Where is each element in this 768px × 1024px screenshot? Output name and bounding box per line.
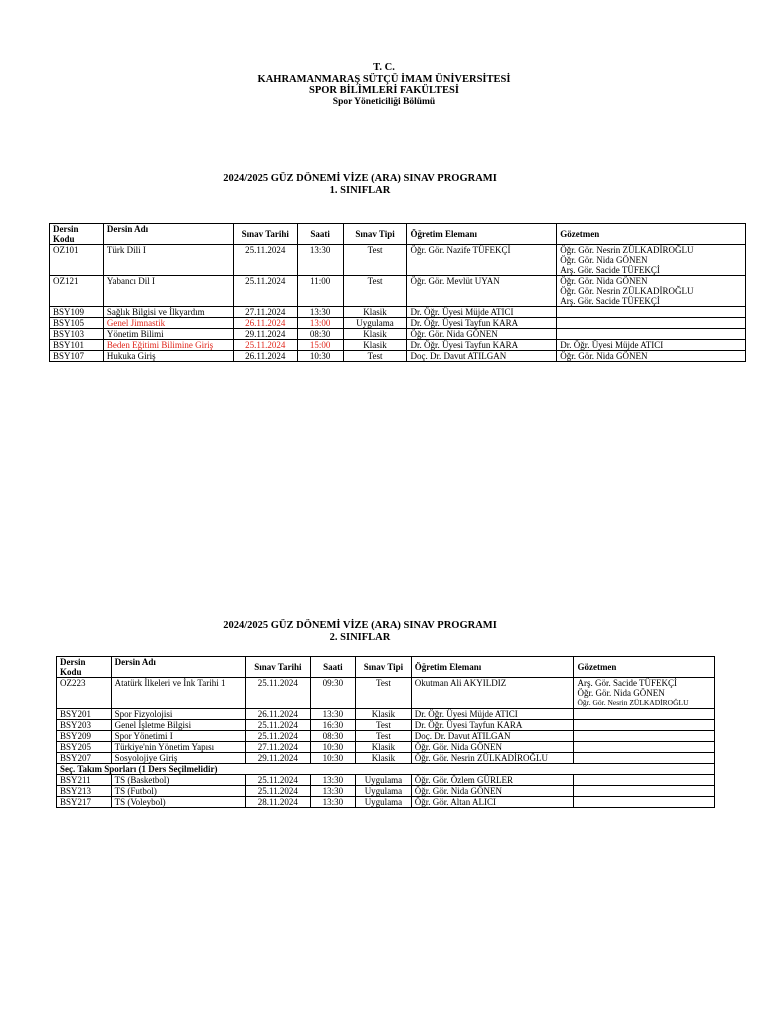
table-row: [50, 329, 746, 340]
cell-adi: Sosyolojiye Giriş: [111, 753, 245, 764]
cell-tip: Klasik: [343, 307, 407, 318]
col-header-saat: Saati: [297, 224, 343, 245]
cell-gozetmen: [574, 742, 715, 753]
cell-saat: 13:30: [310, 709, 355, 720]
program2-subtitle: 2. SINIFLAR: [329, 631, 391, 643]
program1-title-block: [0, 173, 720, 196]
col-header-ogretim: Öğretim Elemanı: [411, 657, 574, 678]
gozetmen-name: [577, 797, 711, 807]
cell-ogretim: Dr. Öğr. Üyesi Müjde ATICI: [411, 709, 574, 720]
cell-adi: TS (Basketbol): [111, 775, 245, 786]
cell-ogretim: Öğr. Gör. Nida GÖNEN: [411, 786, 574, 797]
cell-saat: 10:30: [310, 742, 355, 753]
program1-title: 2024/2025 GÜZ DÖNEMİ VİZE (ARA) SINAV PROGRAMI: [223, 173, 497, 184]
table-row: [57, 709, 715, 720]
gozetmen-name: Öğr. Gör. Nesrin ZÜLKADİROĞLU: [560, 245, 694, 255]
cell-kod: OZ101: [50, 245, 104, 276]
cell-kod: BSY205: [57, 742, 112, 753]
cell-kod: BSY217: [57, 797, 112, 808]
cell-saat: 13:30: [310, 775, 355, 786]
cell-adi: Atatürk İlkeleri ve İnk Tarihi 1: [111, 678, 245, 709]
table-row: [57, 753, 715, 764]
cell-tarih: 27.11.2024: [246, 742, 311, 753]
cell-kod: BSY103: [50, 329, 104, 340]
cell-tarih: 25.11.2024: [233, 340, 297, 351]
gozetmen-name: [577, 709, 711, 719]
table-header-row: [50, 224, 746, 245]
col-header-adi: Dersin Adı: [103, 224, 233, 245]
cell-kod: BSY207: [57, 753, 112, 764]
cell-adi: Türkiye'nin Yönetim Yapısı: [111, 742, 245, 753]
cell-saat: 13:30: [310, 797, 355, 808]
cell-saat: 11:00: [297, 276, 343, 307]
cell-ogretim: Öğr. Gör. Nida GÖNEN: [407, 329, 557, 340]
header-department: Spor Yöneticiliği Bölümü: [332, 96, 436, 107]
cell-adi: TS (Voleybol): [111, 797, 245, 808]
cell-adi: Sağlık Bilgisi ve İlkyardım: [103, 307, 233, 318]
gozetmen-name: Arş. Gör. Sacide TÜFEKÇİ: [560, 265, 660, 275]
gozetmen-name: Öğr. Gör. Nida GÖNEN: [560, 255, 648, 265]
table-row: [50, 276, 746, 307]
cell-gozetmen: [574, 786, 715, 797]
cell-tip: Uygulama: [356, 797, 412, 808]
cell-saat: 13:00: [297, 318, 343, 329]
cell-gozetmen: [557, 276, 746, 307]
gozetmen-name: Öğr. Gör. Nida GÖNEN: [560, 351, 648, 361]
cell-ogretim: Öğr. Gör. Nida GÖNEN: [411, 742, 574, 753]
cell-kod: BSY101: [50, 340, 104, 351]
cell-tip: Test: [343, 276, 407, 307]
cell-tip: Klasik: [343, 340, 407, 351]
cell-ogretim: Dr. Öğr. Üyesi Tayfun KARA: [411, 720, 574, 731]
cell-adi: Yabancı Dil I: [103, 276, 233, 307]
program2-table: [56, 656, 715, 808]
program1-subtitle: 1. SINIFLAR: [329, 184, 391, 196]
cell-tarih: 29.11.2024: [246, 753, 311, 764]
cell-tarih: 29.11.2024: [233, 329, 297, 340]
table-row: [50, 318, 746, 329]
table-row: [57, 731, 715, 742]
cell-kod: BSY105: [50, 318, 104, 329]
col-header-saat: Saati: [310, 657, 355, 678]
gozetmen-name: [577, 742, 711, 752]
cell-tarih: 25.11.2024: [233, 276, 297, 307]
gozetmen-name: Öğr. Gör. Nida GÖNEN: [560, 276, 648, 286]
cell-saat: 16:30: [310, 720, 355, 731]
gozetmen-name: [577, 753, 711, 763]
cell-tip: Klasik: [356, 709, 412, 720]
cell-gozetmen: [574, 678, 715, 709]
table-row: [57, 678, 715, 709]
gozetmen-name: [560, 329, 742, 339]
cell-gozetmen: [574, 720, 715, 731]
cell-ogretim: Öğr. Gör. Nesrin ZÜLKADİROĞLU: [411, 753, 574, 764]
program2-title: 2024/2025 GÜZ DÖNEMİ VİZE (ARA) SINAV PROGRAMI: [223, 620, 497, 631]
gozetmen-name: [577, 720, 711, 730]
table-row: [50, 245, 746, 276]
cell-tarih: 25.11.2024: [246, 720, 311, 731]
gozetmen-name: Arş. Gör. Sacide TÜFEKÇİ: [560, 296, 660, 306]
cell-tip: Uygulama: [343, 318, 407, 329]
cell-ogretim: Dr. Öğr. Üyesi Tayfun KARA: [407, 318, 557, 329]
cell-tip: Test: [343, 351, 407, 362]
cell-tarih: 26.11.2024: [246, 709, 311, 720]
cell-gozetmen: [557, 307, 746, 318]
table-row: [50, 351, 746, 362]
cell-tip: Test: [343, 245, 407, 276]
cell-saat: 08:30: [297, 329, 343, 340]
cell-saat: 13:30: [310, 786, 355, 797]
cell-tip: Uygulama: [356, 786, 412, 797]
cell-gozetmen: [574, 709, 715, 720]
cell-adi: TS (Futbol): [111, 786, 245, 797]
cell-tip: Klasik: [356, 742, 412, 753]
cell-tarih: 26.11.2024: [233, 351, 297, 362]
header-university: KAHRAMANMARAŞ SÜTÇÜ İMAM ÜNİVERSİTESİ: [257, 73, 511, 85]
gozetmen-name: Arş. Gör. Sacide TÜFEKÇİ: [577, 678, 678, 688]
gozetmen-name: [577, 775, 711, 785]
col-header-tip: Sınav Tipi: [343, 224, 407, 245]
col-header-gozetmen: Gözetmen: [557, 224, 746, 245]
cell-kod: BSY107: [50, 351, 104, 362]
gozetmen-name: [560, 318, 742, 328]
cell-ogretim: Okutman Ali AKYILDIZ: [411, 678, 574, 709]
cell-adi: Genel İşletme Bilgisi: [111, 720, 245, 731]
cell-ogretim: Doç. Dr. Davut ATILGAN: [407, 351, 557, 362]
section-label: Seç. Takım Sporları (1 Ders Seçilmelidir): [57, 764, 715, 775]
cell-ogretim: Öğr. Gör. Nazife TÜFEKÇİ: [407, 245, 557, 276]
table-row: [57, 775, 715, 786]
program2-title-block: [0, 620, 720, 643]
cell-gozetmen: [557, 351, 746, 362]
cell-adi: Beden Eğitimi Bilimine Giriş: [103, 340, 233, 351]
cell-gozetmen: [557, 329, 746, 340]
cell-saat: 08:30: [310, 731, 355, 742]
cell-tip: Test: [356, 720, 412, 731]
cell-ogretim: Öğr. Gör. Mevlüt UYAN: [407, 276, 557, 307]
cell-gozetmen: [557, 245, 746, 276]
header-faculty: SPOR BİLİMLERİ FAKÜLTESİ: [309, 85, 459, 96]
cell-kod: BSY201: [57, 709, 112, 720]
cell-kod: BSY211: [57, 775, 112, 786]
cell-kod: OZ223: [57, 678, 112, 709]
cell-adi: Spor Yönetimi I: [111, 731, 245, 742]
cell-ogretim: Doç. Dr. Davut ATILGAN: [411, 731, 574, 742]
cell-gozetmen: [574, 731, 715, 742]
cell-tip: Test: [356, 678, 412, 709]
cell-gozetmen: [574, 753, 715, 764]
program1-table: [49, 223, 746, 362]
cell-saat: 15:00: [297, 340, 343, 351]
gozetmen-name: [560, 307, 742, 317]
cell-ogretim: Öğr. Gör. Özlem GÜRLER: [411, 775, 574, 786]
table-header-row: [57, 657, 715, 678]
cell-adi: Spor Fizyolojisi: [111, 709, 245, 720]
gozetmen-name: Dr. Öğr. Üyesi Müjde ATICI: [560, 340, 664, 350]
cell-tarih: 25.11.2024: [233, 245, 297, 276]
gozetmen-name: [577, 731, 711, 741]
cell-kod: BSY209: [57, 731, 112, 742]
col-header-tarih: Sınav Tarihi: [233, 224, 297, 245]
cell-tip: Klasik: [343, 329, 407, 340]
cell-adi: Yönetim Bilimi: [103, 329, 233, 340]
cell-tarih: 26.11.2024: [233, 318, 297, 329]
cell-adi: Hukuka Giriş: [103, 351, 233, 362]
cell-saat: 13:30: [297, 245, 343, 276]
cell-kod: BSY203: [57, 720, 112, 731]
cell-gozetmen: [574, 775, 715, 786]
document-header: [0, 62, 768, 108]
table-row: [57, 742, 715, 753]
cell-tip: Klasik: [356, 753, 412, 764]
table-row: [50, 340, 746, 351]
cell-gozetmen: [557, 318, 746, 329]
col-header-adi: Dersin Adı: [111, 657, 245, 678]
table-row: [57, 786, 715, 797]
cell-ogretim: Dr. Öğr. Üyesi Tayfun KARA: [407, 340, 557, 351]
table-row: [57, 797, 715, 808]
header-line-tc: T. C.: [373, 62, 395, 73]
cell-tarih: 25.11.2024: [246, 775, 311, 786]
col-header-kod: Dersin Kodu: [57, 657, 112, 678]
col-header-kod: Dersin Kodu: [50, 224, 104, 245]
cell-tarih: 27.11.2024: [233, 307, 297, 318]
cell-saat: 09:30: [310, 678, 355, 709]
cell-adi: Türk Dili I: [103, 245, 233, 276]
cell-ogretim: Öğr. Gör. Altan ALICI: [411, 797, 574, 808]
col-header-tarih: Sınav Tarihi: [246, 657, 311, 678]
cell-adi: Genel Jimnastik: [103, 318, 233, 329]
section-row: [57, 764, 715, 775]
col-header-gozetmen: Gözetmen: [574, 657, 715, 678]
cell-tarih: 25.11.2024: [246, 786, 311, 797]
cell-saat: 13:30: [297, 307, 343, 318]
cell-kod: OZ121: [50, 276, 104, 307]
cell-ogretim: Dr. Öğr. Üyesi Müjde ATICI: [407, 307, 557, 318]
cell-kod: BSY109: [50, 307, 104, 318]
gozetmen-name: Öğr. Gör. Nida GÖNEN: [577, 688, 665, 698]
cell-tarih: 25.11.2024: [246, 678, 311, 709]
cell-tarih: 25.11.2024: [246, 731, 311, 742]
cell-gozetmen: [574, 797, 715, 808]
cell-saat: 10:30: [297, 351, 343, 362]
cell-saat: 10:30: [310, 753, 355, 764]
table-row: [50, 307, 746, 318]
gozetmen-name: Öğr. Gör. Nesrin ZÜLKADİROĞLU: [560, 286, 694, 296]
table-row: [57, 720, 715, 731]
gozetmen-name: Öğr. Gör. Nesrin ZÜLKADİROĞLU: [577, 698, 689, 707]
col-header-tip: Sınav Tipi: [356, 657, 412, 678]
cell-tarih: 28.11.2024: [246, 797, 311, 808]
gozetmen-name: [577, 786, 711, 796]
cell-tip: Test: [356, 731, 412, 742]
col-header-ogretim: Öğretim Elemanı: [407, 224, 557, 245]
cell-tip: Uygulama: [356, 775, 412, 786]
cell-kod: BSY213: [57, 786, 112, 797]
cell-gozetmen: [557, 340, 746, 351]
